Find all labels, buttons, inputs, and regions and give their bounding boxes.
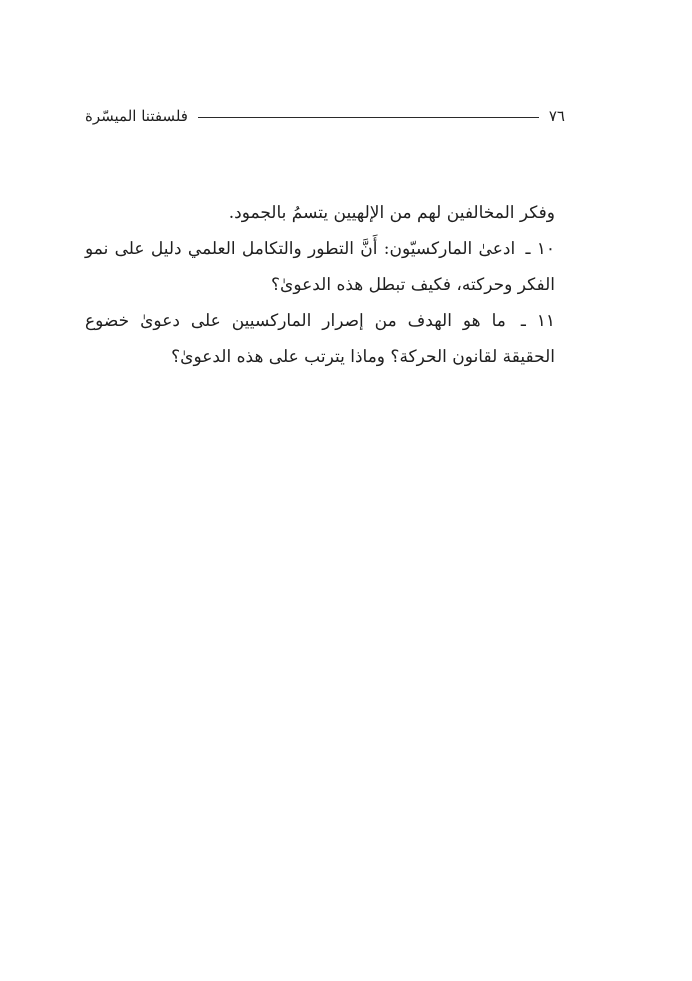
question-number: ١١ ـ <box>520 311 555 331</box>
question-text: ادعىٰ الماركسيّون: أَنَّ التطور والتكامل العلمي دليل على نمو الفكر وحركته، فكيف تبطل هذه الدعوىٰ؟ <box>85 239 555 295</box>
page-body <box>85 195 555 375</box>
question-10 <box>85 231 555 303</box>
question-11 <box>85 303 555 375</box>
header-rule <box>198 117 539 118</box>
question-text: ما هو الهدف من إصرار الماركسيين على دعوىٰ خضوع الحقيقة لقانون الحركة؟ وماذا يترتب على هذه الدعوىٰ؟ <box>85 311 555 367</box>
running-header <box>85 104 565 128</box>
book-title: فلسفتنا الميسّرة <box>85 107 188 125</box>
continuation-paragraph: وفكر المخالفين لهم من الإلهيين يتسمُ بالجمود. <box>228 203 555 223</box>
page-number: ٧٦ <box>548 107 565 125</box>
question-number: ١٠ ـ <box>525 239 556 259</box>
